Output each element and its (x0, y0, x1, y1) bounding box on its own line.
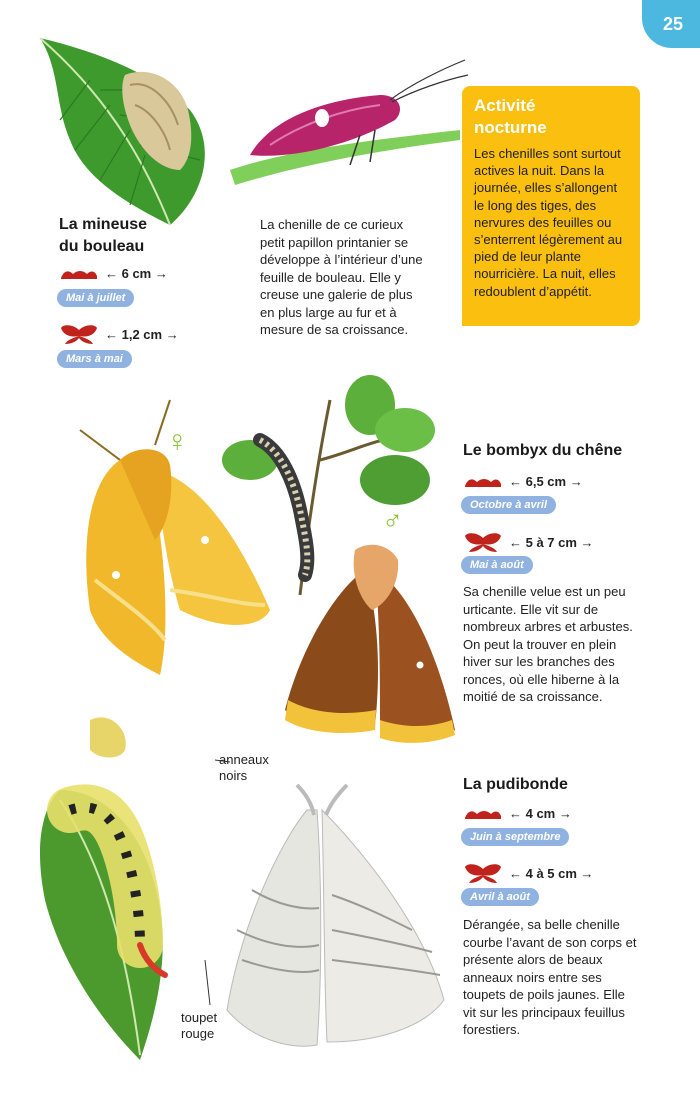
caterpillar-size-row (463, 474, 583, 489)
caterpillar-icon (463, 808, 503, 820)
label-black-rings: anneaux noirs (219, 752, 269, 783)
female-symbol: ♀ (166, 425, 189, 458)
species-description: Dérangée, sa belle chenille courbe l’avant de son corps et présente alors de beaux anneaux noirs entre ses toupets de poils jaunes. Elle vit sur les principaux feuillus forestiers. (463, 917, 637, 1037)
species-description: La chenille de ce curieux petit papillon printanier se développe à l’intérieur d’une feuille de bouleau. Elle y creuse une galerie de plus en plus large au fur et à mesure de sa croissance. (260, 217, 423, 337)
info-box-text: Les chenilles sont surtout actives la nuit. Dans la journée, elles s’allongent le long des tiges, des nervures des feuilles ou s’enterrent légèrement au pied de leur plante nourricière. La nuit, elles redoublent d’appétit. (474, 146, 623, 299)
adult-size: ← 5 à 7 cm → (509, 534, 594, 550)
info-box-title: Activité nocturne (474, 96, 547, 137)
caterpillar-size: ← 6 cm → (105, 266, 168, 281)
adult-size: ← 1,2 cm → (105, 326, 179, 342)
adult-period: Mars à mai (57, 350, 132, 368)
butterfly-icon (463, 863, 503, 883)
adult-size: ← 4 à 5 cm → (509, 865, 594, 881)
oak-eggar-male-illustration (280, 530, 460, 770)
butterfly-icon (463, 532, 503, 552)
label-red-tuft: toupet rouge (181, 1010, 218, 1041)
pink-moth-illustration (210, 40, 470, 190)
adult-period: Mai à août (461, 556, 533, 574)
adult-size-row (463, 532, 594, 552)
caterpillar-icon (59, 268, 99, 280)
species-title-pale-tussock: La pudibonde (463, 776, 568, 793)
species-title-line1: La mineuse (59, 216, 148, 233)
adult-size-row (463, 863, 594, 883)
caterpillar-size: ← 6,5 cm → (509, 474, 583, 489)
page-number: 25 (642, 0, 700, 48)
caterpillar-size-row (59, 266, 168, 281)
adult-period: Avril à août (461, 888, 539, 906)
species-description: Sa chenille velue est un peu urticante. Elle vit sur de nombreux arbres et arbustes. On peut la trouver en plein hiver sur les branches des ronces, où elle hiberne à la moitié de sa croissance. (463, 584, 633, 704)
male-symbol: ♂ (382, 504, 403, 535)
species-title-birch-miner (59, 214, 199, 258)
caterpillar-icon (463, 476, 503, 488)
info-box-nocturnal-activity (462, 86, 640, 326)
caterpillar-size-row (463, 806, 572, 821)
butterfly-icon (59, 324, 99, 344)
caterpillar-period: Juin à septembre (461, 828, 569, 846)
caterpillar-period: Mai à juillet (57, 289, 134, 307)
species-title-oak-eggar: Le bombyx du chêne (463, 442, 623, 459)
pale-tussock-moth-illustration (222, 780, 447, 1065)
caterpillar-size: ← 4 cm → (509, 806, 572, 821)
species-title-line2: du bouleau (59, 238, 145, 255)
caterpillar-period: Octobre à avril (461, 496, 556, 514)
adult-size-row (59, 324, 179, 344)
birch-leaf-illustration (30, 30, 220, 230)
